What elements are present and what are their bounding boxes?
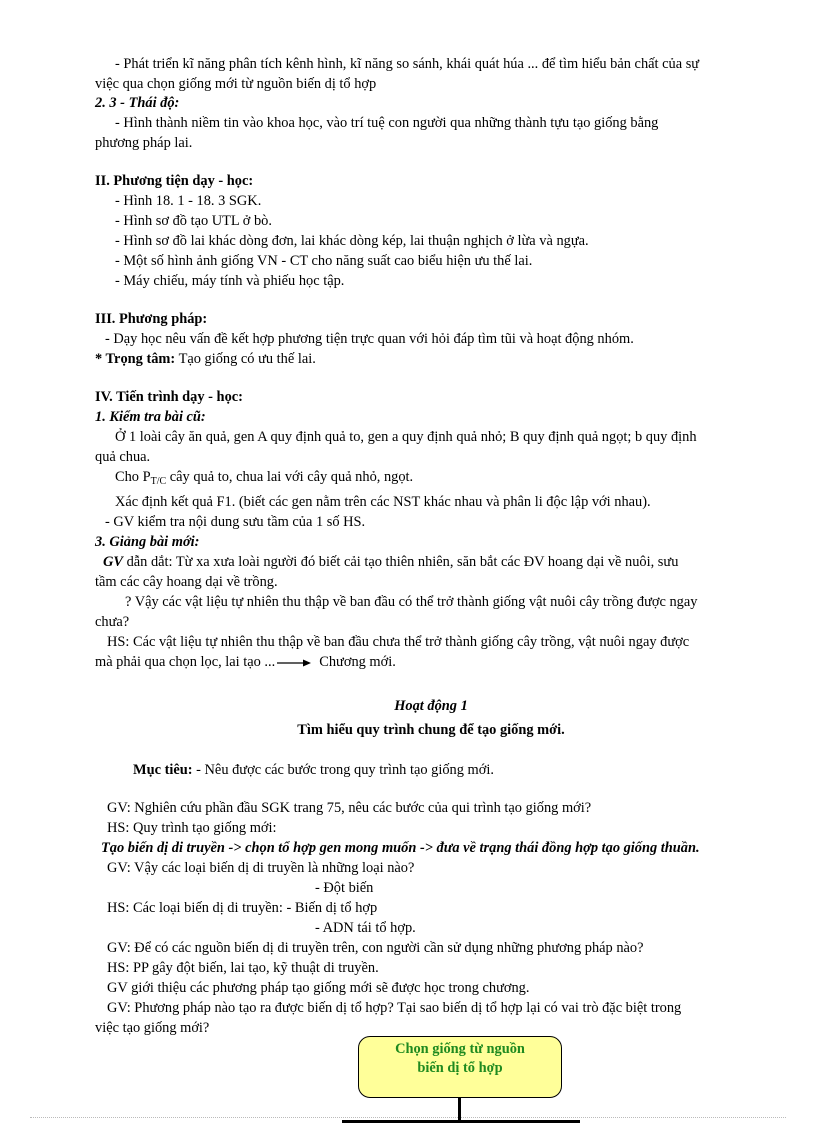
goal-label: Mục tiêu: bbox=[133, 762, 193, 778]
activity-dialogue bbox=[95, 798, 767, 1038]
focus-label: * Trọng tâm: bbox=[95, 351, 176, 367]
variation-option: - Đột biến bbox=[315, 880, 374, 896]
hs-line: HS: Quy trình tạo giống mới: bbox=[107, 820, 277, 836]
diagram-box-line-1: Chọn giống từ nguồn bbox=[395, 1041, 525, 1057]
question-line-5: - GV kiểm tra nội dung sưu tầm của 1 số HS. bbox=[105, 514, 366, 530]
gv-line: việc tạo giống mới? bbox=[95, 1020, 210, 1036]
gv-line: GV giới thiệu các phương pháp tạo giống mới sẽ được học trong chương. bbox=[107, 980, 530, 996]
goal-line bbox=[95, 760, 767, 780]
question-cross-text: cây quả to, chua lai với cây quả nhỏ, ngọt. bbox=[166, 469, 414, 485]
process-section bbox=[95, 387, 767, 672]
skills-line-2: việc qua chọn giống mới từ nguồn biến dị tổ hợp bbox=[95, 76, 377, 92]
activity-heading bbox=[95, 696, 767, 740]
question-line-3 bbox=[95, 467, 767, 492]
check-heading: 1. Kiểm tra bài cũ: bbox=[95, 409, 206, 425]
intro-text: dẫn dắt: Từ xa xưa loài người đó biết cải tạo thiên nhiên, săn bắt các ĐV hoang dại về nuôi, sưu bbox=[123, 554, 679, 570]
attitude-heading: 2. 3 - Thái độ: bbox=[95, 95, 180, 111]
intro-line-1 bbox=[95, 552, 767, 572]
attitude-line-2: phương pháp lai. bbox=[95, 135, 193, 151]
question-cross-prefix: Cho P bbox=[115, 469, 151, 485]
hs-line: HS: PP gây đột biến, lai tạo, kỹ thuật di truyền. bbox=[107, 960, 379, 976]
intro-line-2: tầm các cây hoang dại về trồng. bbox=[95, 574, 278, 590]
variation-option: - Biến dị tổ hợp bbox=[286, 900, 378, 916]
gv-line: GV: Để có các nguồn biến dị di truyền trên, con người cần sử dụng những phương pháp nào? bbox=[107, 940, 644, 956]
attitude-line-1: - Hình thành niềm tin vào khoa học, vào trí tuệ con người qua những thành tựu tạo giống bằng bbox=[115, 115, 659, 131]
activity-subtitle: Tìm hiểu quy trình chung để tạo giống mới. bbox=[297, 722, 565, 738]
hs-variation-label: HS: Các loại biến dị di truyền: bbox=[107, 900, 283, 916]
focus-line bbox=[95, 349, 767, 369]
means-item: - Một số hình ảnh giống VN - CT cho năng suất cao biểu hiện ưu thế lai. bbox=[115, 253, 533, 269]
means-item: - Hình sơ đồ tạo UTL ở bò. bbox=[115, 213, 272, 229]
arrow-right-icon bbox=[277, 658, 311, 668]
activity-title: Hoạt động 1 bbox=[394, 698, 468, 714]
hs-line bbox=[95, 898, 767, 918]
method-heading: III. Phương pháp: bbox=[95, 311, 208, 327]
skills-line-1: - Phát triển kĩ năng phân tích kênh hình, kĩ năng so sánh, khái quát húa ... để tìm hiểu bản chất của sự bbox=[115, 56, 700, 72]
question-line-1: Ở 1 loài cây ăn quả, gen A quy định quả to, gen a quy định quả nhỏ; B quy định quả ngọt; b quy định bbox=[115, 429, 697, 445]
method-line-1: - Dạy học nêu vấn đề kết hợp phương tiện trực quan với hỏi đáp tìm tũi và hoạt động nhóm. bbox=[105, 331, 634, 347]
attitude-section bbox=[95, 93, 767, 153]
gv-line: GV: Vậy các loại biến dị di truyền là những loại nào? bbox=[107, 860, 415, 876]
question-line-4: Xác định kết quả F1. (biết các gen nằm trên các NST khác nhau và phân li độc lập với nhau). bbox=[115, 494, 651, 510]
hs-answer-line-1: HS: Các vật liệu tự nhiên thu thập về ban đầu chưa thể trở thành giống cây trồng, vật nuôi ngay được bbox=[107, 634, 690, 650]
hs-answer-text: mà phải qua chọn lọc, lai tạo ... bbox=[95, 654, 276, 670]
method-section bbox=[95, 309, 767, 369]
new-lesson-heading: 3. Giảng bài mới: bbox=[95, 534, 200, 550]
means-item: - Hình 18. 1 - 18. 3 SGK. bbox=[115, 193, 262, 209]
skills-paragraph bbox=[95, 54, 767, 94]
means-section bbox=[95, 171, 767, 291]
means-heading: II. Phương tiện dạy - học: bbox=[95, 173, 254, 189]
question2-line-2: chưa? bbox=[95, 614, 130, 630]
diagram-box-line-2: biến dị tổ hợp bbox=[417, 1060, 503, 1076]
activity-goal bbox=[95, 760, 767, 780]
gv-line: GV: Phương pháp nào tạo ra được biến dị tổ hợp? Tại sao biến dị tổ hợp lại có vai trò đặc biệt trong bbox=[107, 1000, 682, 1016]
means-item: - Máy chiếu, máy tính và phiếu học tập. bbox=[115, 273, 345, 289]
gv-line: GV: Nghiên cứu phần đầu SGK trang 75, nêu các bước của qui trình tạo giống mới? bbox=[107, 800, 592, 816]
process-steps-line: Tạo biến dị di truyền -> chọn tổ hợp gen mong muốn -> đưa về trạng thái đồng hợp tạo giống thuần. bbox=[101, 840, 700, 856]
diagram-box-selection bbox=[358, 1036, 562, 1098]
hs-answer-line-2 bbox=[95, 652, 767, 672]
means-item: - Hình sơ đồ lai khác dòng đơn, lai khác dòng kép, lai thuận nghịch ở lừa và ngựa. bbox=[115, 233, 589, 249]
new-chapter-text: Chương mới. bbox=[319, 654, 396, 670]
question-line-2: quả chua. bbox=[95, 449, 151, 465]
focus-text: Tạo giống có ưu thế lai. bbox=[178, 351, 316, 367]
process-heading: IV. Tiến trình dạy - học: bbox=[95, 389, 243, 405]
goal-text: - Nêu được các bước trong quy trình tạo giống mới. bbox=[192, 762, 494, 778]
question-cross-subscript: T/C bbox=[150, 476, 167, 487]
page-footer-divider bbox=[30, 1117, 786, 1118]
question2-line-1: ? Vậy các vật liệu tự nhiên thu thập về ban đầu có thể trở thành giống vật nuôi cây trồng được ngay bbox=[125, 594, 698, 610]
variation-option: - ADN tái tổ hợp. bbox=[315, 920, 416, 936]
gv-label: GV bbox=[103, 554, 123, 570]
